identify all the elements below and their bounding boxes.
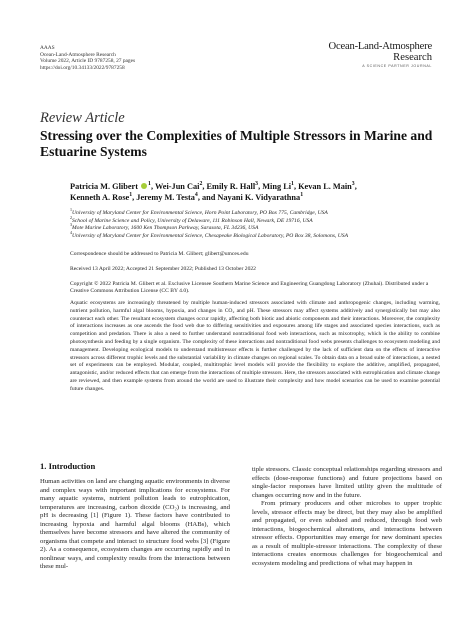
author: Emily R. Hall$^3$,	[206, 181, 263, 191]
paper-title: Stressing over the Complexities of Multiple Stressors in Marine and Estuarine Systems	[40, 128, 433, 159]
body-column-right	[252, 466, 442, 569]
abstract: Aquatic ecosystems are increasingly threatened by multiple human-induced stressors associated with climate and anthropogenic changes, including warming, nutrient pollution, harmful algal blooms, hypoxia, and changes in CO₂ and pH. These stressors may affect systems additively and synergistically but may also counteract each other. The resultant ecosystem changes occur rapidly, affecting both biotic and abiotic components and their interactions. Moreover, the complexity of interactions increases as one ascends the food web due to differing sensitivities and exposures among life stages and associated species interactions, such as competition and predation. There is also a need to further understand nontraditional food web interactions, such as mixotrophy, which is the ability to combine photosynthesis and feeding by a single organism. The complexity of these interactions and nontraditional food webs presents challenges to ecosystem modeling and management. Developing ecological models to understand multistressor effects is further challenged by the lack of sufficient data on the effects of interactive stressors across different trophic levels and the substantial variability in climate changes on regional scales. To obtain data on a broad suite of interactions, a nested set of experiments can be employed. Modular, coupled, multitrophic level models will provide the flexibility to explore the additive, amplified, propagated, antagonistic, and/or reduced effects that can emerge from the interactions of multiple stressors. Here, the stressors associated with eutrophication and climate change are reviewed, and then example systems from around the world are used to illustrate their complexity and how model scenarios can be used to examine potential future changes.	[70, 300, 440, 392]
article-type: Review Article	[40, 110, 125, 126]
publication-dates: Received 13 April 2022; Accepted 21 September 2022; Published 13 October 2022	[70, 266, 256, 272]
journal-abbr: AAAS	[40, 45, 55, 51]
affiliation-list	[70, 207, 440, 240]
affiliation: $^3$Mote Marine Laboratory, 1600 Ken Thompson Parkway, Sarasota, FL 34236, USA	[70, 222, 259, 232]
author: Nayani K. Vidyarathna$^1$	[217, 192, 304, 202]
journal-logo	[329, 41, 432, 69]
author: Kevan L. Main$^3$,	[298, 181, 357, 191]
affiliation: $^1$University of Maryland Center for Environmental Science, Horn Point Laboratory, PO Box 775, Cambridge, USA	[70, 207, 328, 216]
paragraph: tiple stressors. Classic conceptual relationships regarding stressors and effects (dose-response functions) and future projections based on single-factor responses have limited utility given the multitude of changes occurring now and in the future.	[252, 466, 442, 499]
correspondence: Correspondence should be addressed to Patricia M. Glibert; glibert@umces.edu	[70, 251, 249, 257]
section-heading: 1. Introduction	[40, 461, 96, 471]
author: Jeremy M. Testa$^4$, and	[136, 192, 218, 202]
paragraph: Human activities on land are changing aquatic environments in diverse and complex ways with important implications for ecosystems. For many aquatic systems, nutrient pollution leads to eutrophication, temperatures are increasing, carbon dioxide (CO₂) is increasing, and pH is decreasing [1] (Figure 1). These factors have contributed to increasing hypoxia and harmful algal blooms (HABs), which themselves have become stressors and have altered the community of organisms that compete and interact to structure food webs [3] (Figure 2). As a consequence, ecosystem changes are occurring rapidly and in nonlinear ways, and complexity results from the interactions between these mul-	[40, 478, 230, 571]
author: Wei-Jun Cai$^2$,	[154, 181, 207, 191]
journal-meta	[40, 45, 135, 71]
copyright-notice: Copyright © 2022 Patricia M. Glibert et al. Exclusive Licensee Southern Marine Science and Engineering Guangdong Laboratory (Zhuhai). Distributed under a Creative Commons Attribution License (CC BY 4.0).	[70, 281, 429, 295]
logo-line-1: Ocean-Land-Atmosphere	[328, 41, 432, 52]
paragraph: From primary producers and other microbes to upper trophic levels, stressor effects may be direct, but they may also be amplified and propagated, or even subdued and reduced, through food web interactions, biogeochemical alterations, and interactions between stressor effects. Opportunities may emerge for new dominant species as a result of multiple-stressor interactions. The complexity of these interactions creates enormous challenges for biogeochemical and ecosystem modeling and predictions of what may happen in	[252, 500, 442, 568]
journal-name: Ocean-Land-Atmosphere Research	[40, 51, 116, 58]
orcid-icon[interactable]	[141, 183, 147, 189]
body-column-left	[40, 478, 230, 572]
logo-line-2: Research	[393, 52, 432, 63]
doi-link[interactable]: https://doi.org/10.34133/2022/9787258	[40, 64, 125, 71]
affiliation: $^4$University of Maryland Center for Environmental Science, Chesapeake Biological Laboratory, PO Box 38, Solomons, USA	[70, 229, 349, 239]
author: Patricia M. Glibert $^1$,	[70, 181, 155, 191]
volume-line: Volume 2022, Article ID 9787258, 27 pages	[40, 58, 136, 65]
logo-tagline: A SCIENCE PARTNER JOURNAL	[362, 64, 432, 68]
affiliation: $^2$School of Marine Science and Policy, University of Delaware, 111 Robinson Hall, Newark, DE 19716, USA	[70, 214, 313, 224]
author: Kenneth A. Rose$^1$,	[70, 192, 137, 202]
author-list	[70, 181, 440, 203]
author: Ming Li$^1$,	[262, 181, 299, 191]
